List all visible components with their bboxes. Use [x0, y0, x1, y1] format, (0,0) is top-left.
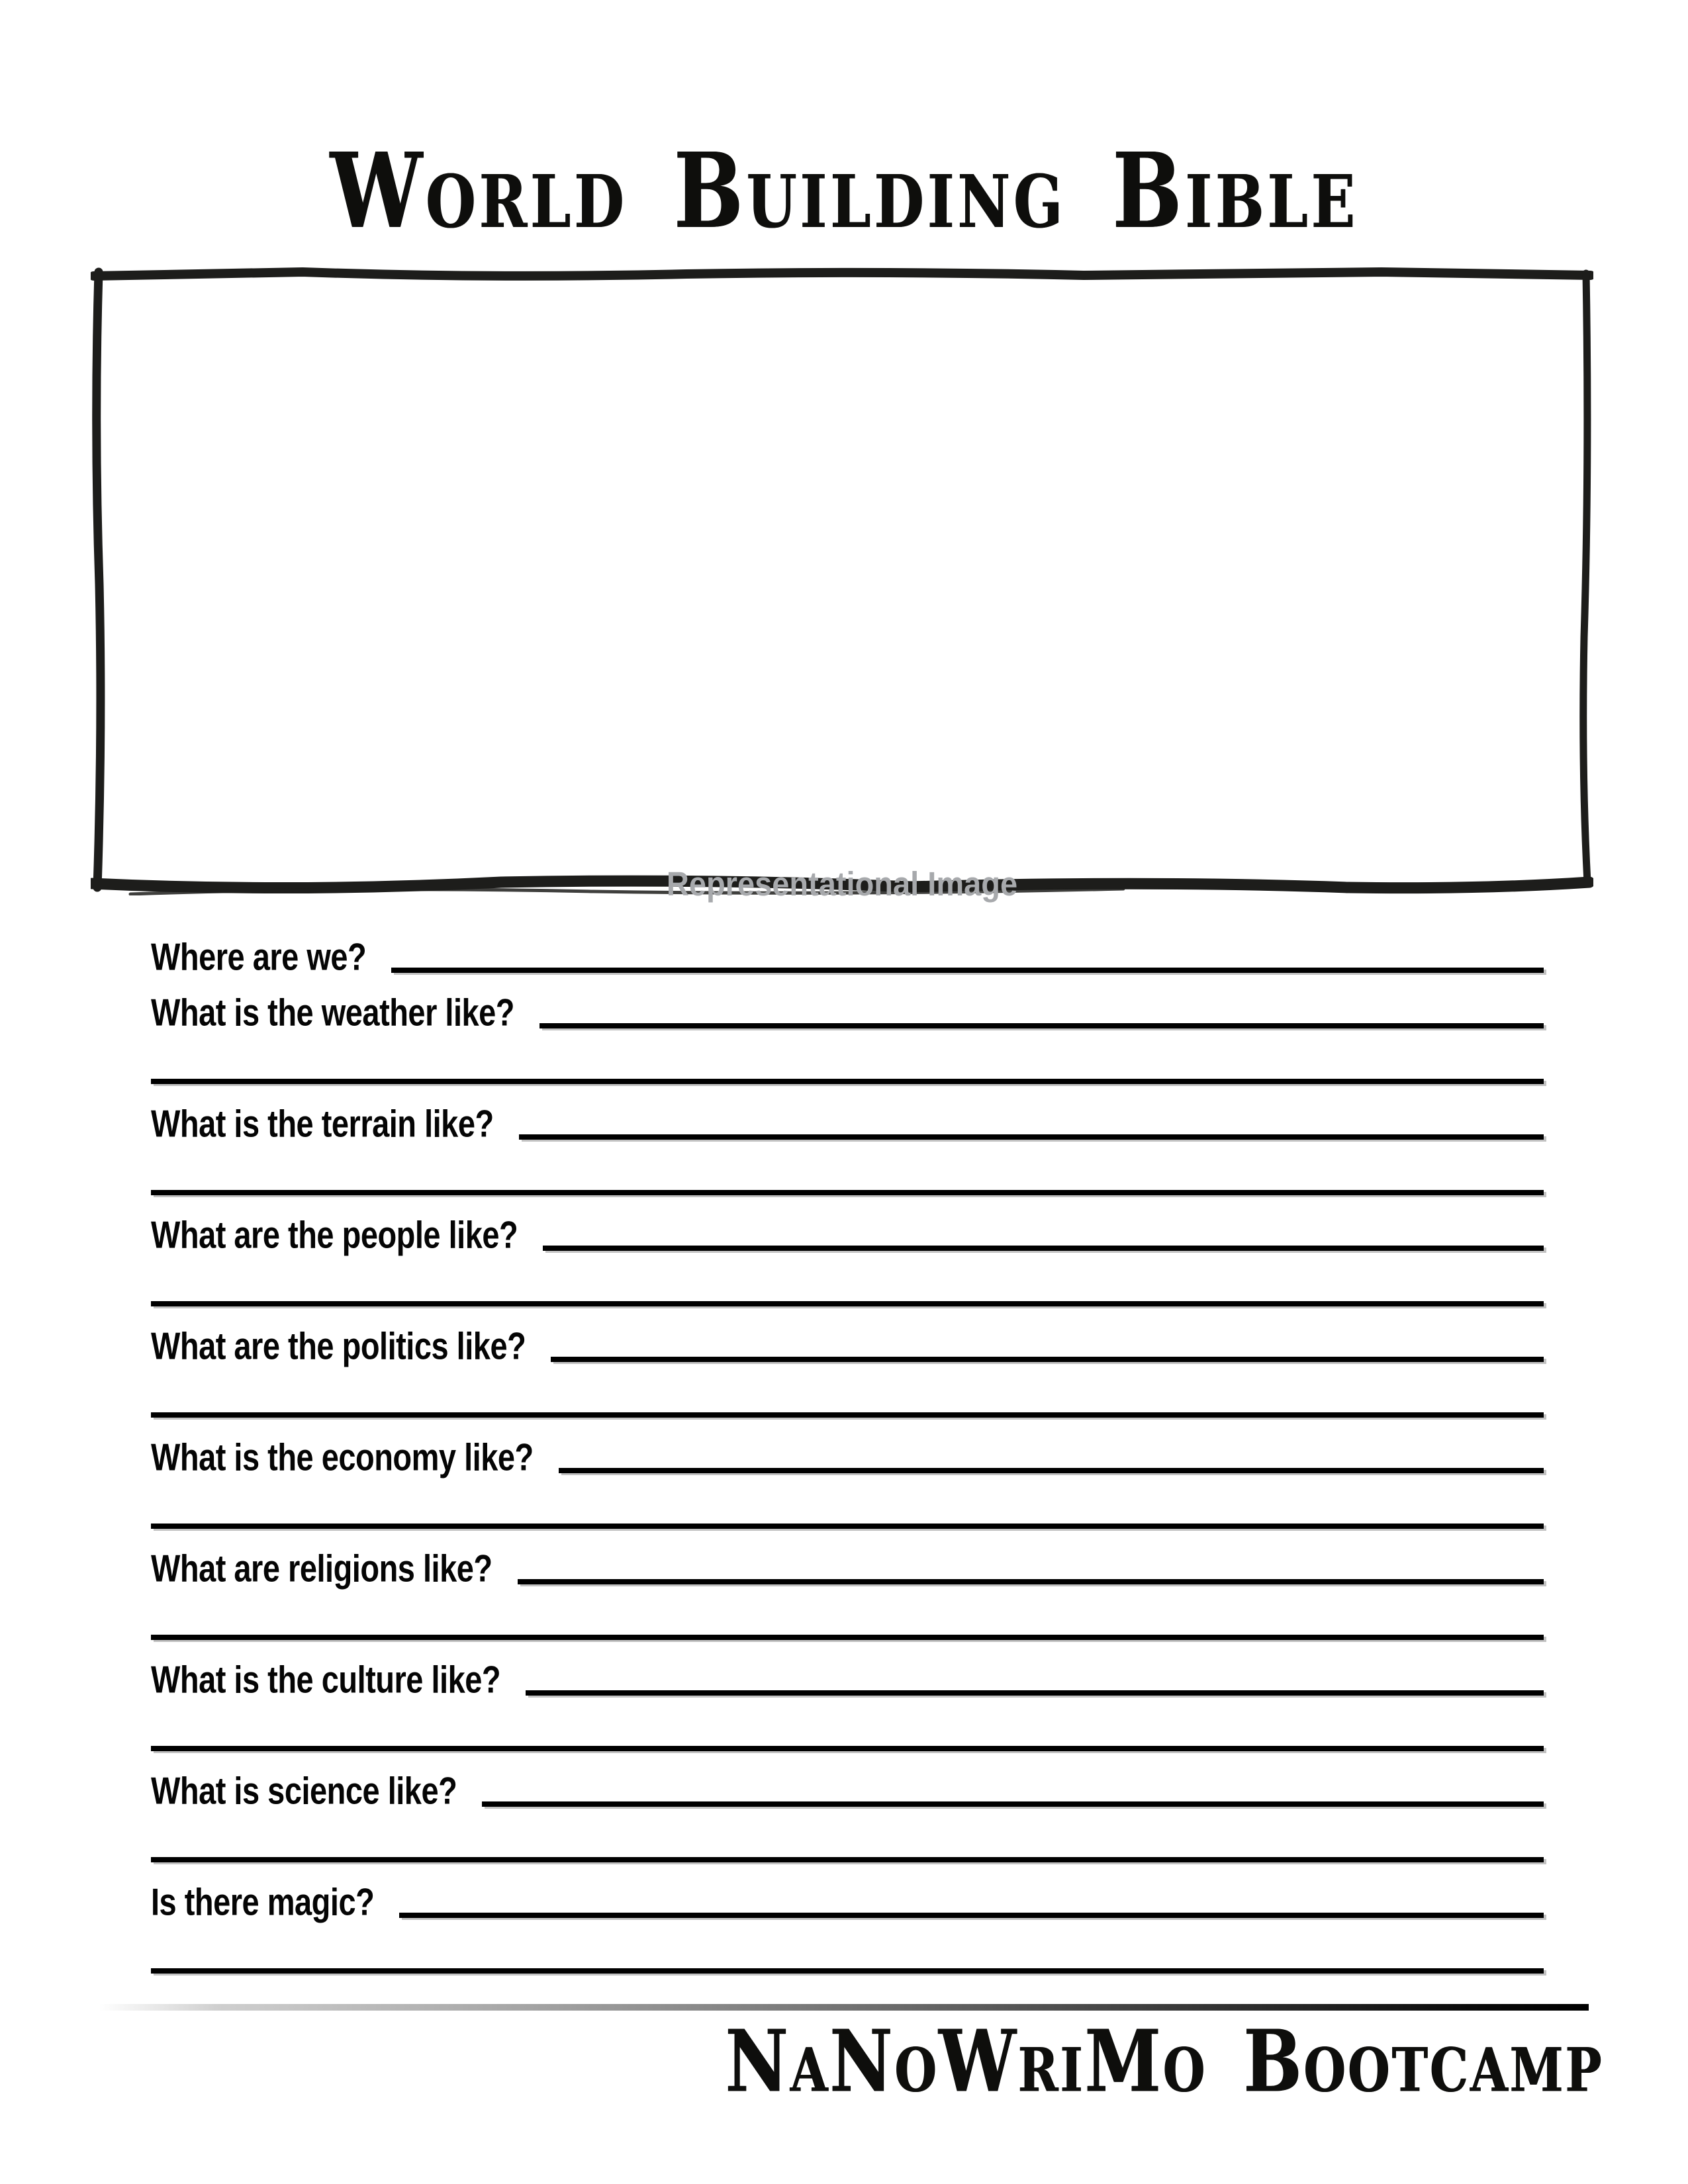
answer-line	[526, 1690, 1544, 1696]
question-label: What are the politics like?	[151, 1324, 526, 1367]
question-row	[151, 1100, 1544, 1145]
answer-line-continued	[151, 1524, 1544, 1529]
question-row	[151, 1656, 1544, 1701]
question-row	[151, 1545, 1544, 1590]
question-row	[151, 1878, 1544, 1921]
question-label: What are the people like?	[151, 1213, 518, 1256]
answer-line	[543, 1246, 1544, 1251]
question-row	[151, 1433, 1544, 1479]
question-label: What are religions like?	[151, 1547, 492, 1590]
footer-divider	[99, 2004, 1589, 2011]
answer-line	[539, 1023, 1544, 1028]
question-row	[151, 989, 1544, 1034]
representational-image-label: Representational Image	[666, 864, 1018, 903]
question-row	[151, 933, 1544, 976]
answer-line-continued	[151, 1412, 1544, 1418]
answer-line	[519, 1134, 1544, 1140]
question-label: Where are we?	[151, 935, 367, 978]
question-label: What is the economy like?	[151, 1435, 534, 1479]
answer-line-continued	[151, 1857, 1544, 1862]
answer-line	[559, 1468, 1544, 1473]
question-label: What is the terrain like?	[151, 1102, 494, 1145]
question-label: What is the culture like?	[151, 1658, 501, 1701]
worksheet-questions	[151, 0, 1544, 2184]
question-label: What is science like?	[151, 1769, 457, 1812]
answer-line	[518, 1579, 1544, 1584]
answer-line	[551, 1357, 1544, 1362]
answer-line-continued	[151, 1746, 1544, 1751]
answer-line	[482, 1801, 1544, 1807]
question-label: What is the weather like?	[151, 991, 515, 1034]
answer-line-continued	[151, 1190, 1544, 1195]
answer-line-continued	[151, 1301, 1544, 1306]
question-row	[151, 1767, 1544, 1812]
footer-brand: NaNoWriMo Bootcamp	[725, 2011, 1603, 2112]
page-title: World Building Bible	[330, 131, 1358, 252]
question-row	[151, 1322, 1544, 1365]
question-row	[151, 1211, 1544, 1256]
answer-line-continued	[151, 1079, 1544, 1084]
answer-line-continued	[151, 1968, 1544, 1974]
answer-line	[391, 968, 1544, 973]
question-label: Is there magic?	[151, 1880, 375, 1923]
answer-line-continued	[151, 1635, 1544, 1640]
answer-line	[399, 1913, 1544, 1918]
